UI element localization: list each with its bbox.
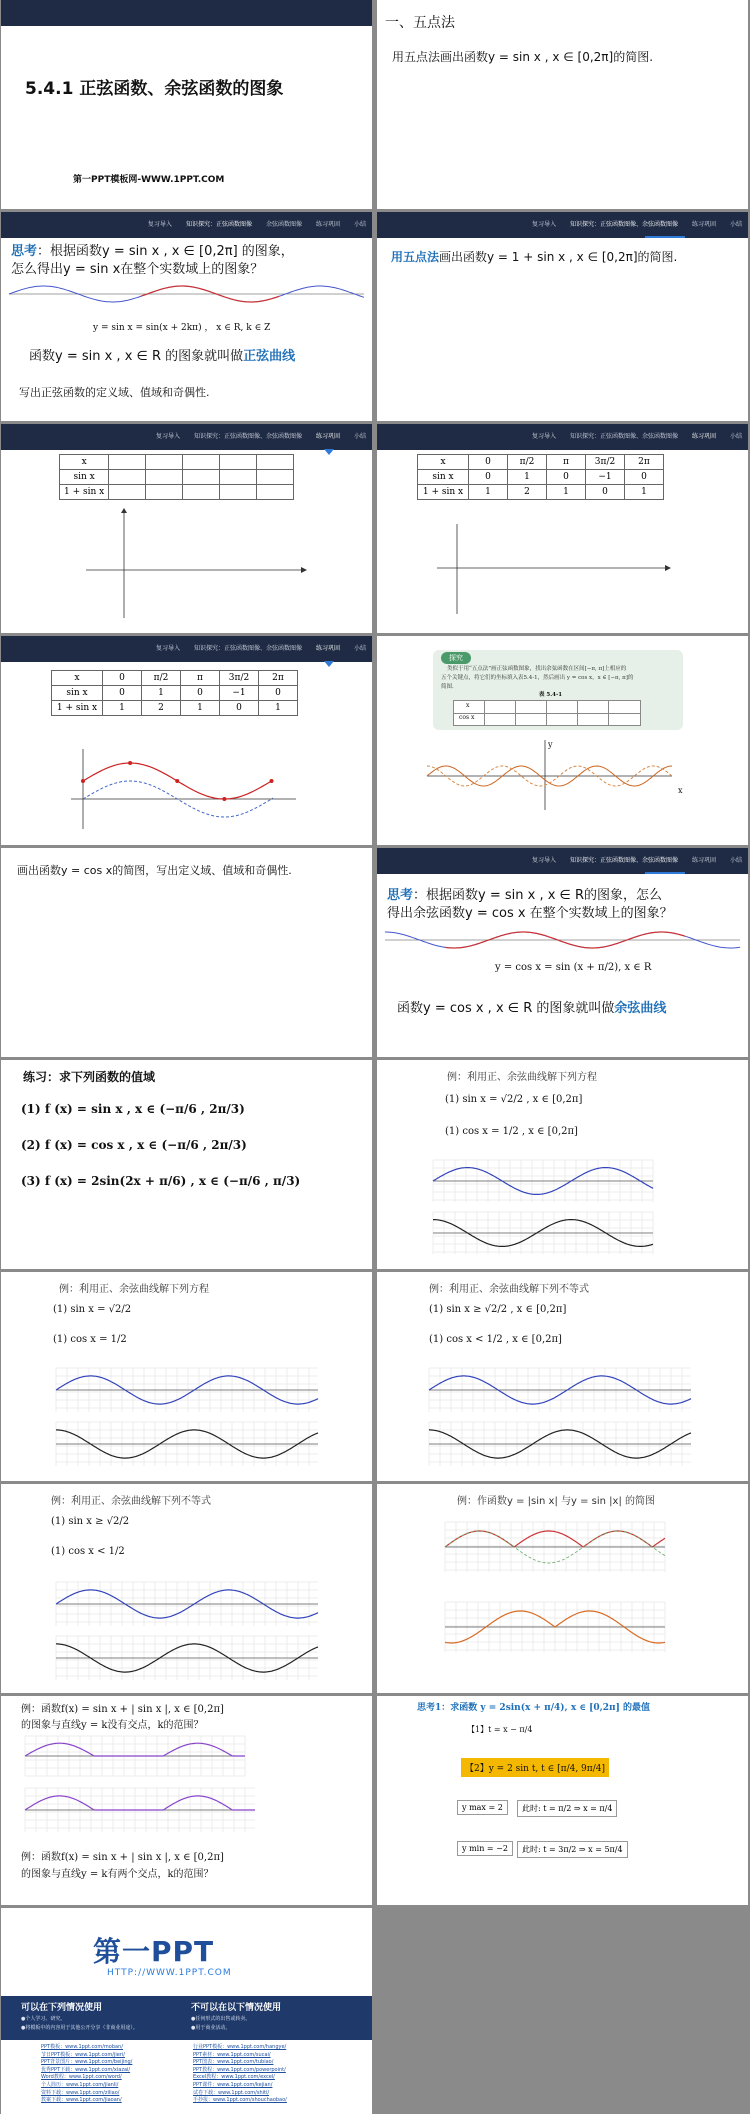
practice-item-1: (1) f (x) = sin x , x ∈ (−π/6 , 2π/3) — [21, 1102, 245, 1116]
one-plus-sine-plot — [71, 749, 301, 829]
footer-link[interactable]: PPT素材：www.1ppt.com/sucai/ — [193, 2051, 271, 2058]
footer-link[interactable]: 资料下载：www.1ppt.com/ziliao/ — [41, 2089, 120, 2096]
footer-link[interactable]: 节日PPT模板：www.1ppt.com/jieri/ — [41, 2051, 125, 2058]
table-cell: 1 — [142, 686, 181, 701]
slide-inequality-example[interactable] — [377, 1272, 748, 1481]
example-title: 例：利用正、余弦曲线解下列不等式 — [429, 1284, 589, 1295]
cosine-grid-plot — [429, 1422, 691, 1466]
table-cell: 2 — [142, 701, 181, 716]
logo-text: 第一PPT — [93, 1935, 215, 1968]
table-cell: 3π/2 — [586, 455, 625, 470]
row-header: x — [60, 455, 109, 470]
can-2: ●将模板中的内容用于其他公开分享（非商业用途）。 — [21, 2025, 138, 2031]
slide-explore-cos[interactable] — [377, 636, 748, 845]
blank-axes — [437, 524, 677, 614]
table-cell: 2π — [625, 455, 664, 470]
table-cell: 3π/2 — [220, 671, 259, 686]
think-text: 思考1：求函数 y = 2sin(x + π/4), x ∈ [0,2π] 的最值 — [417, 1703, 651, 1713]
definition-text: 函数y = cos x , x ∈ R 的图象就叫做 — [397, 1001, 615, 1016]
cannot-title: 不可以在以下情况使用 — [191, 2003, 282, 2013]
sin-abs-plot — [445, 1602, 665, 1652]
table-cell: −1 — [220, 686, 259, 701]
nav-tab-summary[interactable]: 小结 — [353, 645, 366, 652]
equation-2: (1) cos x = 1/2 , x ∈ [0,2π] — [445, 1126, 578, 1137]
cos-sine-overlay-plot — [427, 740, 677, 810]
row-header: 1 + sin x — [60, 485, 109, 500]
definition-text: 函数y = sin x , x ∈ R 的图象就叫做 — [29, 349, 244, 364]
slide-graph-solution[interactable] — [1, 636, 372, 845]
table-cell: 0 — [220, 701, 259, 716]
nav-tab-practice[interactable]: 练习巩固 — [315, 221, 340, 228]
key-point — [128, 761, 132, 765]
think-question — [387, 884, 662, 903]
max-value: y max = 2 — [457, 1800, 508, 1815]
think-question — [11, 240, 294, 259]
sine-grid-plot — [433, 1160, 653, 1202]
question-line-1: ：根据函数y = sin x , x ∈ R的图象，怎么 — [413, 888, 663, 903]
nav-tab-review[interactable]: 复习导入 — [155, 645, 180, 652]
nav-tab-practice[interactable]: 练习巩固 — [691, 857, 716, 864]
shift-formula: y = cos x = sin (x + π/2), x ∈ R — [495, 962, 652, 973]
sum-plot — [25, 1736, 245, 1776]
nav-bar — [377, 848, 748, 874]
nav-tab-explore[interactable]: 知识探究：正弦函数图像 — [185, 221, 252, 228]
footer-link[interactable]: Word教程：www.1ppt.com/word/ — [41, 2074, 122, 2081]
example-title: 例：作函数y = |sin x| 与y = sin |x| 的简图 — [457, 1496, 655, 1507]
table-cell: π/2 — [142, 671, 181, 686]
curve — [25, 1796, 255, 1810]
table-cell: 1 — [259, 701, 298, 716]
footer-link[interactable]: PPT模板：www.1ppt.com/moban/ — [41, 2044, 123, 2050]
sum-plot-2 — [25, 1788, 255, 1832]
nav-tab-explore[interactable]: 知识探究：正弦函数图像、余弦函数图像 — [193, 433, 302, 440]
table-cell: 1 — [625, 485, 664, 500]
nav-tab-summary[interactable]: 小结 — [353, 221, 366, 228]
links-left — [41, 2044, 132, 2105]
footer-link[interactable]: 教案下载：www.1ppt.com/jiaoan/ — [41, 2097, 122, 2104]
y-axis-label: y — [548, 740, 553, 749]
table-cell: 1 — [181, 701, 220, 716]
sine-grid-plot — [429, 1368, 691, 1412]
empty-axes — [76, 508, 316, 618]
nav-tab-summary[interactable]: 小结 — [729, 857, 742, 864]
slide-equation-example[interactable] — [377, 1060, 748, 1269]
cannot-2: ●用于商业活动。 — [191, 2025, 231, 2031]
table-cell: π — [547, 455, 586, 470]
method-label: 用五点法 — [391, 250, 440, 264]
slide-practice-range[interactable] — [1, 1060, 372, 1269]
definition — [397, 997, 666, 1016]
think-label: 思考 — [387, 888, 414, 903]
slide-filled-table[interactable] — [377, 424, 748, 633]
empty-value-table — [59, 454, 294, 500]
question-1-line-2: 的图象与直线y = k没有交点，k的范围？ — [21, 1720, 204, 1731]
links-right — [193, 2044, 287, 2105]
footer-link[interactable]: PPT背景图片：www.1ppt.com/beijing/ — [41, 2059, 133, 2066]
example-title: 例：利用正、余弦曲线解下列不等式 — [51, 1496, 211, 1507]
table-cell: 1 — [547, 485, 586, 500]
sine-grid-plot — [56, 1368, 318, 1412]
cos-wave-plot — [385, 928, 740, 952]
slide-cos-task[interactable] — [1, 848, 372, 1057]
sine-curve-term: 正弦曲线 — [243, 349, 296, 364]
slide-intersection[interactable] — [1, 1696, 372, 1905]
step-2: 【2】y = 2 sin t, t ∈ [π/4, 9π/4] — [461, 1758, 609, 1777]
value-table — [51, 670, 298, 716]
nav-tab-review[interactable]: 复习导入 — [147, 221, 172, 228]
slide-five-point-example[interactable] — [377, 212, 748, 421]
abs-sin-plot — [445, 1522, 665, 1572]
slide-title[interactable] — [1, 0, 372, 209]
explore-body-3: 简图. — [441, 684, 454, 690]
nav-tab-explore[interactable]: 知识探究：正弦函数图像、余弦函数图像 — [569, 857, 678, 864]
example-title: 例：利用正、余弦曲线解下列方程 — [59, 1284, 209, 1295]
key-point — [222, 797, 226, 801]
explore-box — [433, 650, 683, 730]
table-cell: 1 — [508, 470, 547, 485]
row-cos: cos x — [459, 714, 475, 721]
value-table — [417, 454, 664, 500]
key-point — [175, 779, 179, 783]
row-header: sin x — [418, 470, 469, 485]
can-1: ●个人学习、研究。 — [21, 2016, 66, 2022]
nav-bar — [1, 424, 372, 450]
nav-tab-cos[interactable]: 余弦函数图像 — [265, 221, 302, 228]
slide-empty-table[interactable] — [1, 424, 372, 633]
cosine-curve-term: 余弦曲线 — [614, 1001, 667, 1016]
table-cell: 0 — [547, 470, 586, 485]
nav-tab-explore[interactable]: 知识探究：正弦函数图像、余弦函数图像 — [193, 645, 302, 652]
nav-tab-summary[interactable]: 小结 — [353, 433, 366, 440]
nav-tab-review[interactable]: 复习导入 — [155, 433, 180, 440]
row-header: sin x — [52, 686, 103, 701]
logo-url: HTTP://WWW.1PPT.COM — [107, 1968, 232, 1978]
slide-cosine-curve[interactable] — [377, 848, 748, 1057]
key-point — [81, 779, 85, 783]
periodic-formula: y = sin x = sin(x + 2kπ) ， x ∈ R, k ∈ Z — [93, 323, 271, 333]
slide-extremum[interactable] — [377, 1696, 748, 1905]
inequality-1: (1) sin x ≥ √2/2 — [51, 1516, 130, 1527]
nav-bar — [1, 212, 372, 238]
slide-five-point[interactable] — [377, 0, 748, 209]
cosine-grid-plot — [433, 1212, 653, 1254]
practice-item-2: (2) f (x) = cos x , x ∈ (−π/6 , 2π/3) — [21, 1138, 247, 1152]
question-line-2: 怎么得出y = sin x在整个实数域上的图象？ — [11, 262, 264, 277]
table-cell: 1 — [103, 701, 142, 716]
section-heading: 一、五点法 — [385, 15, 455, 31]
table-cell: 0 — [469, 470, 508, 485]
row-header: 1 + sin x — [418, 485, 469, 500]
nav-tab-practice[interactable]: 练习巩固 — [315, 645, 340, 652]
explore-body-2: 五个关键点，将它们的坐标填入表5.4-1，然后画出 y = cos x，x ∈ [−π, π]的 — [441, 675, 634, 681]
table-cell: π — [181, 671, 220, 686]
nav-tab-review[interactable]: 复习导入 — [531, 433, 556, 440]
equation-1: (1) sin x = √2/2 — [53, 1304, 132, 1315]
license-band — [1, 1996, 372, 2040]
x-axis-label: x — [678, 786, 683, 795]
equation-1: (1) sin x = √2/2 , x ∈ [0,2π] — [445, 1094, 583, 1105]
task-text: 用五点法画出函数y = sin x , x ∈ [0,2π]的简图. — [392, 50, 654, 64]
nav-tab-summary[interactable]: 小结 — [729, 433, 742, 440]
table-cell: 1 — [469, 485, 508, 500]
table-cell: 2π — [259, 671, 298, 686]
table-cell: π/2 — [508, 455, 547, 470]
footer-link[interactable]: 优秀PPT下载：www.1ppt.com/xiazai/ — [41, 2066, 131, 2073]
subtitle: 第一PPT模板网-WWW.1PPT.COM — [73, 175, 225, 185]
question-line-2: 得出余弦函数y = cos x 在整个实数域上的图象？ — [387, 906, 673, 921]
slide-sine-curve[interactable] — [1, 212, 372, 421]
cosine-grid-plot — [56, 1636, 318, 1680]
inequality-1: (1) sin x ≥ √2/2 , x ∈ [0,2π] — [429, 1304, 567, 1315]
nav-bar — [1, 636, 372, 662]
think-title — [417, 1700, 650, 1713]
explore-badge: 探究 — [441, 652, 471, 664]
example-text: 画出函数y = 1 + sin x , x ∈ [0,2π]的简图. — [439, 250, 678, 264]
question-line-1: ：根据函数y = sin x , x ∈ [0,2π] 的图象， — [37, 244, 294, 259]
slide-equation-example-2[interactable] — [1, 1272, 372, 1481]
table-cell: 0 — [103, 671, 142, 686]
nav-tab-practice[interactable]: 练习巩固 — [691, 221, 716, 228]
can-title: 可以在下列情况使用 — [21, 2003, 103, 2013]
slide-copyright[interactable] — [1, 1908, 372, 2114]
table-cell: 0 — [181, 686, 220, 701]
explore-body-1: 类似于用“五点法”画正弦函数图象，找出余弦函数在区间[−π, π]上相应的 — [447, 666, 627, 672]
min-at: 此时: t = 3π/2 ⇒ x = 5π/4 — [517, 1841, 628, 1858]
row-header: 1 + sin x — [52, 701, 103, 716]
inequality-2: (1) cos x < 1/2 , x ∈ [0,2π] — [429, 1334, 562, 1345]
slide-inequality-example-2[interactable] — [1, 1484, 372, 1693]
row-x: x — [466, 702, 470, 709]
table-cell: 2 — [508, 485, 547, 500]
key-point — [269, 779, 273, 783]
cannot-1: ●任何形式的出售或转卖。 — [191, 2016, 251, 2022]
footer-link[interactable]: 手抄报：www.1ppt.com/shouchaobao/ — [193, 2097, 287, 2104]
footer-link[interactable]: PPT课件：www.1ppt.com/kejian/ — [193, 2081, 273, 2088]
nav-tab-explore[interactable]: 知识探究：正弦函数图像、余弦函数图像 — [569, 221, 678, 228]
inequality-2: (1) cos x < 1/2 — [51, 1546, 125, 1557]
cos-table — [453, 700, 641, 726]
question-1-line-1: 例：函数f(x) = sin x + | sin x |, x ∈ [0,2π] — [21, 1704, 224, 1715]
row-header: sin x — [60, 470, 109, 485]
cosine-grid-plot — [56, 1422, 318, 1466]
nav-tab-practice[interactable]: 练习巩固 — [315, 433, 340, 440]
think-label: 思考 — [11, 244, 38, 259]
nav-tab-explore[interactable]: 知识探究：正弦函数图像、余弦函数图像 — [569, 433, 678, 440]
practice-item-3: (3) f (x) = 2sin(2x + π/6) , x ∈ (−π/6 , π/3) — [21, 1174, 301, 1188]
table-cell: 0 — [103, 686, 142, 701]
step-1: 【1】t = x − π/4 — [467, 1725, 533, 1734]
table-caption: 表 5.4-1 — [539, 692, 563, 698]
nav-tab-review[interactable]: 复习导入 — [531, 857, 556, 864]
footer-link[interactable]: Excel教程：www.1ppt.com/excel/ — [193, 2074, 275, 2081]
question-2-line-2: 的图象与直线y = k有两个交点，k的范围？ — [21, 1869, 214, 1880]
nav-bar — [377, 212, 748, 238]
page-title: 5.4.1 正弦函数、余弦函数的图象 — [25, 79, 284, 99]
example-task — [391, 248, 677, 265]
footer-link[interactable]: PPT教程：www.1ppt.com/powerpoint/ — [193, 2066, 286, 2073]
footer-link[interactable]: 行业PPT模板：www.1ppt.com/hangye/ — [193, 2044, 287, 2050]
nav-tab-summary[interactable]: 小结 — [729, 221, 742, 228]
footer-link[interactable]: 个人简历：www.1ppt.com/jianli/ — [41, 2081, 119, 2088]
row-header: x — [52, 671, 103, 686]
max-at: 此时: t = π/2 ⇒ x = π/4 — [517, 1800, 617, 1817]
footer-link[interactable]: PPT图表：www.1ppt.com/tubiao/ — [193, 2059, 274, 2066]
sine-wave-plot — [9, 282, 364, 306]
exercise-task: 写出正弦函数的定义域、值域和奇偶性. — [19, 386, 210, 399]
header-band — [1, 0, 372, 26]
question-2-line-1: 例：函数f(x) = sin x + | sin x |, x ∈ [0,2π] — [21, 1852, 224, 1863]
table-cell: 0 — [469, 455, 508, 470]
cos-task-text: 画出函数y = cos x的简图，写出定义域、值域和奇偶性. — [17, 864, 292, 877]
nav-tab-practice[interactable]: 练习巩固 — [691, 433, 716, 440]
nav-tab-review[interactable]: 复习导入 — [531, 221, 556, 228]
table-cell: 0 — [586, 485, 625, 500]
definition — [29, 345, 295, 364]
min-value: y min = −2 — [457, 1841, 513, 1856]
table-cell: 0 — [259, 686, 298, 701]
row-header: x — [418, 455, 469, 470]
nav-bar — [377, 424, 748, 450]
example-title: 例：利用正、余弦曲线解下列方程 — [447, 1072, 597, 1083]
table-cell: −1 — [586, 470, 625, 485]
footer-link[interactable]: 试卷下载：www.1ppt.com/shiti/ — [193, 2089, 270, 2096]
table-cell: 0 — [625, 470, 664, 485]
equation-2: (1) cos x = 1/2 — [53, 1334, 127, 1345]
sine-grid-plot — [56, 1582, 318, 1626]
practice-title: 练习：求下列函数的值域 — [23, 1070, 156, 1084]
slide-abs-sine[interactable] — [377, 1484, 748, 1693]
